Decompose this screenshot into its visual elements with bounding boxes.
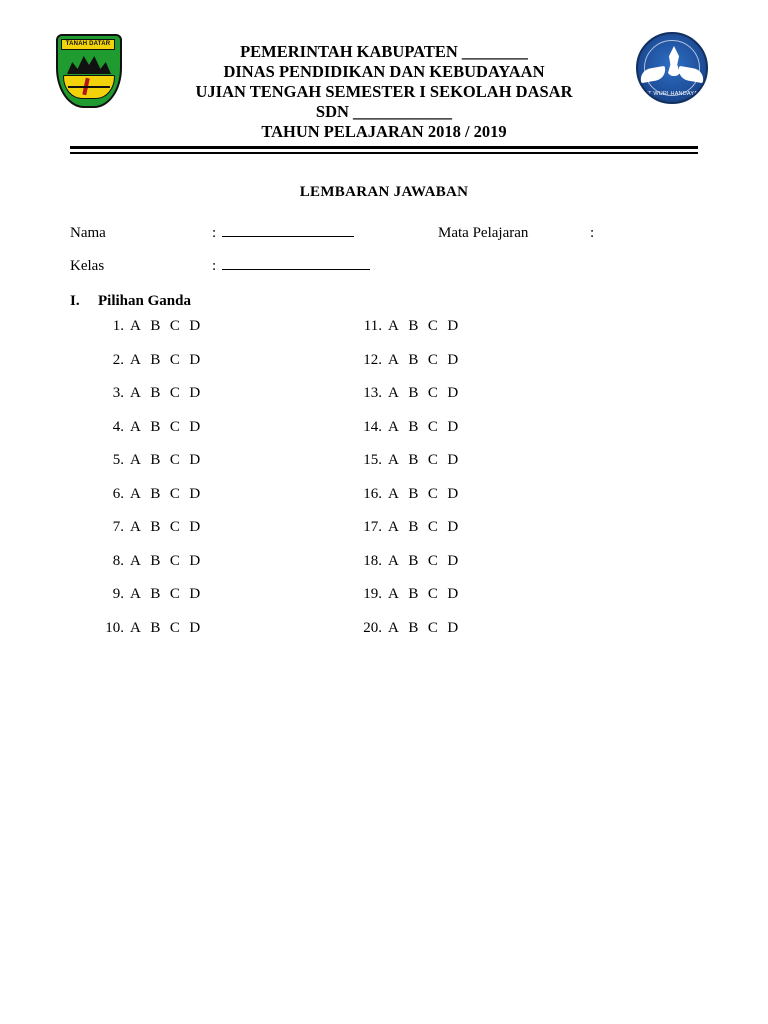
- answer-row[interactable]: [92, 620, 350, 654]
- option-c[interactable]: C: [427, 351, 439, 368]
- option-a[interactable]: A: [130, 318, 142, 334]
- option-a[interactable]: A: [130, 485, 142, 502]
- header-title-block: [70, 30, 698, 142]
- option-b[interactable]: B: [150, 418, 161, 435]
- option-c[interactable]: C: [169, 418, 181, 435]
- option-d[interactable]: D: [447, 485, 459, 502]
- logo-disc: [636, 32, 708, 104]
- answer-row[interactable]: [350, 553, 610, 587]
- answer-number: 6.: [112, 485, 124, 502]
- option-b[interactable]: B: [150, 452, 161, 468]
- option-b[interactable]: B: [408, 318, 419, 334]
- answer-row[interactable]: [92, 385, 350, 419]
- answer-options[interactable]: [388, 419, 459, 436]
- option-a[interactable]: A: [388, 385, 400, 401]
- answer-row[interactable]: [350, 352, 610, 386]
- option-a[interactable]: A: [130, 586, 142, 602]
- option-c[interactable]: C: [169, 586, 181, 602]
- answer-options[interactable]: [388, 486, 459, 503]
- option-b[interactable]: B: [150, 485, 161, 502]
- answer-options[interactable]: [388, 553, 459, 570]
- header-line-3: UJIAN TENGAH SEMESTER I SEKOLAH DASAR: [195, 82, 573, 101]
- answer-row[interactable]: [92, 553, 350, 587]
- option-a[interactable]: A: [130, 351, 142, 368]
- answer-number: 1.: [112, 318, 124, 334]
- option-d[interactable]: D: [189, 418, 201, 435]
- option-c[interactable]: C: [169, 351, 181, 368]
- answer-number: 3.: [112, 385, 124, 401]
- option-b[interactable]: B: [150, 619, 161, 636]
- option-b[interactable]: B: [150, 351, 161, 368]
- option-b[interactable]: B: [150, 519, 161, 535]
- kelas-colon: :: [212, 258, 217, 274]
- answer-grid: [70, 318, 698, 653]
- option-a[interactable]: A: [130, 418, 142, 435]
- answer-row[interactable]: [92, 519, 350, 553]
- answer-row[interactable]: [350, 452, 610, 486]
- page-title: LEMBARAN JAWABAN: [299, 184, 469, 200]
- option-d[interactable]: D: [189, 552, 201, 569]
- answer-row[interactable]: [92, 452, 350, 486]
- header-line-1: PEMERINTAH KABUPATEN ________: [240, 42, 528, 61]
- answer-options[interactable]: [388, 519, 459, 536]
- option-d[interactable]: D: [189, 385, 201, 401]
- crest-banner-label: TANAH DATAR: [61, 39, 115, 50]
- answer-options[interactable]: [130, 385, 201, 402]
- answer-options[interactable]: [130, 586, 201, 603]
- answer-column-right: [350, 318, 610, 653]
- option-a[interactable]: A: [388, 452, 400, 468]
- option-d[interactable]: D: [189, 485, 201, 502]
- option-a[interactable]: A: [130, 452, 142, 468]
- nama-input[interactable]: [222, 223, 354, 237]
- option-a[interactable]: A: [388, 552, 400, 569]
- answer-number: 17.: [363, 519, 382, 535]
- option-b[interactable]: B: [408, 485, 419, 502]
- option-d[interactable]: D: [189, 318, 201, 334]
- answer-number: 20.: [363, 619, 382, 636]
- option-b[interactable]: B: [408, 351, 419, 368]
- answer-row[interactable]: [350, 620, 610, 654]
- option-c[interactable]: C: [427, 485, 439, 502]
- option-c[interactable]: C: [169, 385, 181, 401]
- answer-options[interactable]: [130, 352, 201, 369]
- option-d[interactable]: D: [447, 619, 459, 636]
- option-c[interactable]: C: [427, 418, 439, 435]
- answer-row[interactable]: [92, 486, 350, 520]
- option-b[interactable]: B: [150, 586, 161, 602]
- option-b[interactable]: B: [408, 619, 419, 636]
- kelas-input[interactable]: [222, 256, 370, 270]
- option-a[interactable]: A: [130, 619, 142, 636]
- option-d[interactable]: D: [447, 318, 459, 334]
- option-b[interactable]: B: [408, 452, 419, 468]
- mata-pelajaran-label: Mata Pelajaran: [438, 225, 529, 241]
- option-c[interactable]: C: [169, 619, 181, 636]
- header-line-2: DINAS PENDIDIKAN DAN KEBUDAYAAN: [223, 62, 545, 81]
- option-d[interactable]: D: [447, 418, 459, 435]
- answer-options[interactable]: [388, 318, 459, 335]
- option-c[interactable]: C: [427, 452, 439, 468]
- option-b[interactable]: B: [150, 552, 161, 569]
- document-header: [65, 30, 704, 141]
- answer-row[interactable]: [350, 419, 610, 453]
- answer-options[interactable]: [130, 452, 201, 469]
- identity-block: [70, 223, 698, 275]
- option-c[interactable]: C: [427, 552, 439, 569]
- answer-options[interactable]: [388, 385, 459, 402]
- header-line-4: SDN ____________: [315, 102, 453, 121]
- answer-number: 11.: [363, 318, 382, 334]
- option-a[interactable]: A: [388, 418, 400, 435]
- option-d[interactable]: D: [189, 586, 201, 602]
- answer-row[interactable]: [92, 419, 350, 453]
- option-c[interactable]: C: [427, 385, 439, 401]
- crest-base-line: [68, 86, 110, 88]
- nama-label: Nama: [70, 225, 106, 241]
- answer-row[interactable]: [350, 486, 610, 520]
- tut-wuri-handayani-icon: [636, 32, 708, 104]
- logo-caption: TUT WURI HANDAYANI: [640, 91, 704, 97]
- answer-row[interactable]: [92, 352, 350, 386]
- header-divider: [70, 146, 698, 154]
- option-d[interactable]: D: [447, 586, 459, 602]
- option-a[interactable]: A: [388, 519, 400, 535]
- header-line-5: TAHUN PELAJARAN 2018 / 2019: [261, 122, 507, 141]
- option-c[interactable]: C: [427, 619, 439, 636]
- nama-colon: :: [212, 225, 217, 241]
- option-c[interactable]: C: [169, 552, 181, 569]
- answer-number: 18.: [363, 552, 382, 569]
- option-d[interactable]: D: [447, 452, 459, 468]
- option-b[interactable]: B: [408, 385, 419, 401]
- option-b[interactable]: B: [408, 519, 419, 535]
- option-a[interactable]: A: [130, 552, 142, 569]
- option-c[interactable]: C: [427, 519, 439, 535]
- answer-number: 12.: [363, 351, 382, 368]
- option-d[interactable]: D: [447, 351, 459, 368]
- answer-number: 10.: [105, 619, 124, 636]
- answer-row[interactable]: [350, 385, 610, 419]
- answer-number: 8.: [112, 552, 124, 569]
- answer-row[interactable]: [350, 318, 610, 352]
- option-a[interactable]: A: [388, 619, 400, 636]
- option-b[interactable]: B: [408, 418, 419, 435]
- answer-row[interactable]: [350, 519, 610, 553]
- tanah-datar-crest-icon: [56, 34, 122, 108]
- answer-options[interactable]: [388, 452, 459, 469]
- option-a[interactable]: A: [388, 318, 400, 334]
- option-c[interactable]: C: [169, 519, 181, 535]
- option-d[interactable]: D: [447, 519, 459, 535]
- option-a[interactable]: A: [388, 586, 400, 602]
- answer-row[interactable]: [92, 586, 350, 620]
- answer-options[interactable]: [130, 553, 201, 570]
- answer-number: 9.: [112, 586, 124, 602]
- answer-options[interactable]: [130, 519, 201, 536]
- section-number: I.: [70, 293, 80, 309]
- answer-number: 5.: [112, 452, 124, 468]
- option-a[interactable]: A: [130, 385, 142, 401]
- option-d[interactable]: D: [447, 385, 459, 401]
- option-b[interactable]: B: [408, 552, 419, 569]
- option-b[interactable]: B: [150, 318, 161, 334]
- answer-options[interactable]: [130, 318, 201, 335]
- answer-column-left: [92, 318, 350, 653]
- kelas-label: Kelas: [70, 258, 105, 274]
- option-d[interactable]: D: [189, 452, 201, 468]
- answer-options[interactable]: [130, 486, 201, 503]
- option-d[interactable]: D: [447, 552, 459, 569]
- answer-number: 16.: [363, 485, 382, 502]
- answer-number: 7.: [112, 519, 124, 535]
- option-c[interactable]: C: [169, 318, 181, 334]
- answer-options[interactable]: [130, 419, 201, 436]
- option-b[interactable]: B: [408, 586, 419, 602]
- answer-number: 14.: [363, 418, 382, 435]
- option-a[interactable]: A: [130, 519, 142, 535]
- answer-number: 13.: [363, 385, 382, 401]
- section-title: Pilihan Ganda: [98, 293, 191, 309]
- option-a[interactable]: A: [388, 351, 400, 368]
- answer-number: 4.: [112, 418, 124, 435]
- mata-pelajaran-colon: :: [590, 225, 595, 241]
- identity-row-kelas: [70, 256, 698, 275]
- answer-number: 19.: [363, 586, 382, 602]
- answer-options[interactable]: [388, 620, 459, 637]
- option-b[interactable]: B: [150, 385, 161, 401]
- option-c[interactable]: C: [169, 485, 181, 502]
- option-c[interactable]: C: [427, 318, 439, 334]
- option-d[interactable]: D: [189, 619, 201, 636]
- identity-row-nama: [70, 223, 698, 242]
- answer-row[interactable]: [92, 318, 350, 352]
- answer-number: 15.: [363, 452, 382, 468]
- option-d[interactable]: D: [189, 519, 201, 535]
- answer-options[interactable]: [130, 620, 201, 637]
- section-heading: [70, 293, 698, 310]
- answer-row[interactable]: [350, 586, 610, 620]
- option-c[interactable]: C: [169, 452, 181, 468]
- option-c[interactable]: C: [427, 586, 439, 602]
- answer-options[interactable]: [388, 586, 459, 603]
- answer-options[interactable]: [388, 352, 459, 369]
- option-a[interactable]: A: [388, 485, 400, 502]
- option-d[interactable]: D: [189, 351, 201, 368]
- answer-number: 2.: [112, 351, 124, 368]
